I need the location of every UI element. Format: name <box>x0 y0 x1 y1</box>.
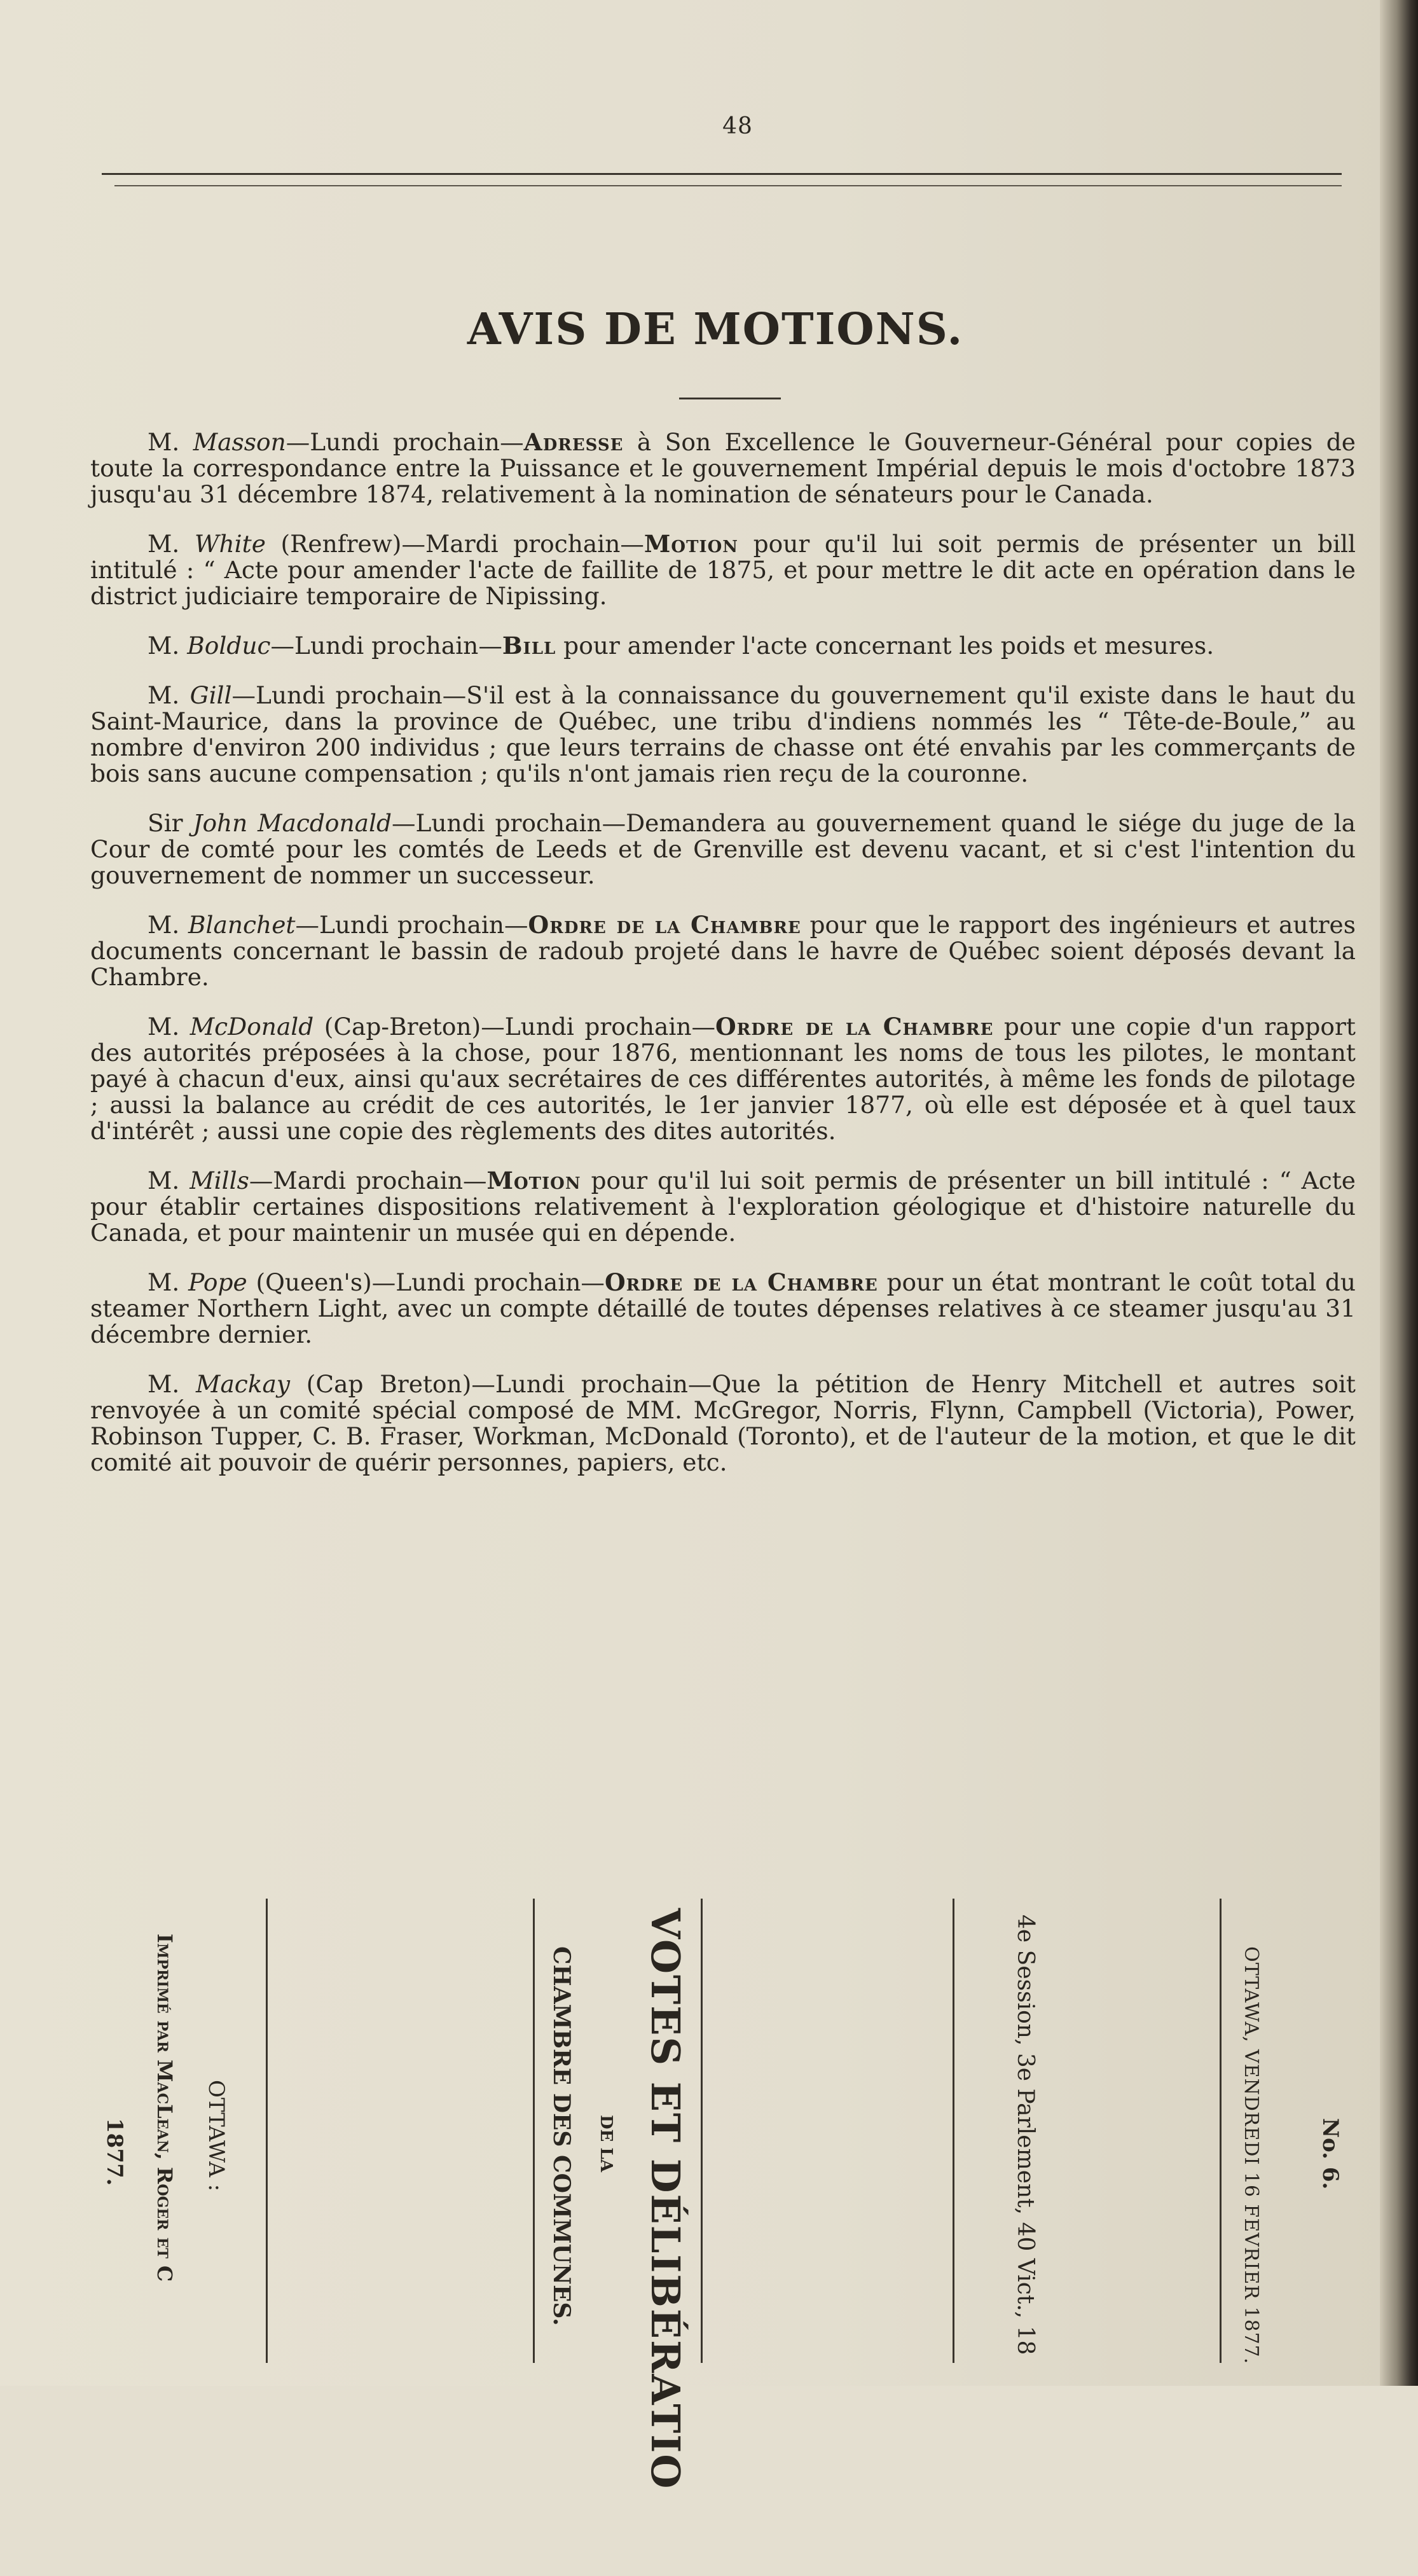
cover-city: OTTAWA : <box>203 2080 229 2192</box>
motion-member-name: McDonald <box>189 1013 314 1041</box>
book-binding-edge <box>1380 0 1418 2386</box>
motion-text: à Son Excellence le Gouverneur-Général pour copies de toute la correspondance entre la Puissance et le gouvernement Impérial depuis le mois d'octobre 1873 jusqu'au 31 décembre 1874, relativement à la nomination de sénateurs pour le Canada. <box>90 428 1356 508</box>
cover-dateline: OTTAWA, VENDREDI 16 FEVRIER 1877. <box>1240 1946 1262 2365</box>
page-number: 48 <box>722 113 753 139</box>
motion-paragraph <box>90 1014 1356 1144</box>
motion-member-name: Gill <box>189 681 232 709</box>
motion-kind: Ordre de la Chambre <box>528 911 801 939</box>
motion-paragraph <box>90 429 1356 508</box>
motion-member-name: Blanchet <box>188 911 296 939</box>
cover-year: 1877. <box>102 2118 127 2186</box>
motion-text: pour qu'il lui soit permis de présenter un bill intitulé : “ Acte pour amender l'acte de faillite de 1875, et pour mettre le dit acte en opération dans le district judiciaire temporaire de Nipissing. <box>90 530 1356 610</box>
motion-paragraph <box>90 1371 1356 1476</box>
motion-paragraph <box>90 912 1356 990</box>
motion-lead: M. <box>148 1167 190 1195</box>
motion-lead: M. <box>148 911 188 939</box>
motions-list <box>90 429 1356 1499</box>
motion-schedule: (Queen's)—Lundi prochain— <box>247 1268 605 1296</box>
motion-text: S'il est à la connaissance du gouvernement qu'il existe dans le haut du Saint-Maurice, dans la province de Québec, une tribu d'indiens nommés les “ Tête-de-Boule,” au nombre d'environ 200 individus ; que leurs terrains de chasse ont été envahis par les commerçants de bois sans aucune compensation ; qu'ils n'ont jamais rien reçu de la couronne. <box>90 681 1356 787</box>
motion-paragraph <box>90 633 1356 659</box>
motion-lead: Sir <box>148 809 193 837</box>
cover-printer: Imprimé par MacLean, Roger et C <box>153 1934 177 2282</box>
title-rule <box>679 398 781 399</box>
motion-text: pour amender l'acte concernant les poids et mesures. <box>556 632 1215 660</box>
header-rule <box>102 173 1342 175</box>
motion-schedule: (Cap-Breton)—Lundi prochain— <box>313 1013 715 1041</box>
motion-lead: M. <box>148 1013 190 1041</box>
motion-member-name: Mackay <box>196 1370 291 1398</box>
cover-rule <box>953 1899 954 2363</box>
cover-subtitle-de-la: DE LA <box>596 2115 616 2172</box>
motion-paragraph <box>90 1270 1356 1348</box>
cover-number: No. 6. <box>1318 2118 1343 2190</box>
motion-member-name: Mills <box>189 1167 249 1195</box>
motion-schedule: (Renfrew)—Mardi prochain— <box>265 530 644 558</box>
cover-session: 4e Session, 3e Parlement, 40 Vict., 18 <box>1012 1915 1038 2355</box>
motion-paragraph <box>90 810 1356 889</box>
motion-text: Demandera au gouvernement quand le siége du juge de la Cour de comté pour les comtés de Leeds et de Grenville est devenu vacant, et si c'est l'intention du gouvernement de nommer un successeur. <box>90 809 1356 889</box>
motion-kind: Bill <box>502 632 556 660</box>
header-rule-secondary <box>114 185 1342 186</box>
motion-paragraph <box>90 531 1356 609</box>
motion-lead: M. <box>148 632 188 660</box>
motion-text: pour une copie d'un rapport des autorités préposées à la chose, pour 1876, mentionnant les noms de tous les pilotes, le montant payé à chacun d'eux, ainsi qu'aux secrétaires de ces différentes autorités, à même les fonds de pilotage ; aussi la balance au crédit de ces autorités, le 1er janvier 1877, où elle est déposée et à quel taux d'intérêt ; aussi une copie des règlements des dites autorités. <box>90 1013 1356 1145</box>
motion-kind: Motion <box>486 1167 581 1195</box>
cover-rule <box>533 1899 535 2363</box>
motion-text: Que la pétition de Henry Mitchell et autres soit renvoyée à un comité spécial composé de MM. McGregor, Norris, Flynn, Campbell (Victoria), Power, Robinson Tupper, C. B. Fraser, Workman, McDonald (Toronto), et de l'auteur de la motion, et que le dit comité ait pouvoir de quérir personnes, papiers, etc. <box>90 1370 1356 1476</box>
motion-text: pour qu'il lui soit permis de présenter un bill intitulé : “ Acte pour établir certaines dispositions relativement à l'exploration géologique et d'histoire naturelle du Canada, et pour maintenir un musée qui en dépende. <box>90 1167 1356 1247</box>
motion-kind: Adresse <box>523 428 624 456</box>
motion-lead: M. <box>148 1268 189 1296</box>
motion-schedule: (Cap Breton)—Lundi prochain— <box>290 1370 712 1398</box>
motion-schedule: —Lundi prochain— <box>286 428 524 456</box>
motion-member-name: White <box>194 530 266 558</box>
motion-schedule: —Lundi prochain— <box>270 632 502 660</box>
motion-text: pour que le rapport des ingénieurs et autres documents concernant le bassin de radoub projeté dans le havre de Québec soient déposés devant la Chambre. <box>90 911 1356 991</box>
motion-kind: Motion <box>644 530 738 558</box>
motion-kind: Ordre de la Chambre <box>604 1268 878 1296</box>
motion-member-name: Masson <box>193 428 286 456</box>
cover-rule <box>1220 1899 1222 2363</box>
motion-text: pour un état montrant le coût total du steamer Northern Light, avec un compte détaillé de toutes dépenses relatives à ce steamer jusqu'au 31 décembre dernier. <box>90 1268 1356 1348</box>
motion-member-name: Bolduc <box>187 632 271 660</box>
motion-schedule: —Mardi prochain— <box>249 1167 487 1195</box>
motion-lead: M. <box>148 681 190 709</box>
cover-subtitle-chambre: CHAMBRE DES COMMUNES. <box>548 1946 575 2326</box>
motion-paragraph <box>90 1168 1356 1246</box>
motion-schedule: —Lundi prochain— <box>391 809 626 837</box>
motion-member-name: John Macdonald <box>193 809 392 837</box>
motion-lead: M. <box>148 1370 196 1398</box>
page-title: AVIS DE MOTIONS. <box>467 304 964 355</box>
cover-main-title: VOTES ET DÉLIBÉRATIO <box>642 1908 689 2490</box>
motion-member-name: Pope <box>188 1268 247 1296</box>
cover-rule <box>701 1899 703 2363</box>
cover-rule <box>266 1899 268 2363</box>
motion-lead: M. <box>148 428 193 456</box>
motion-lead: M. <box>148 530 195 558</box>
motion-paragraph <box>90 682 1356 787</box>
motion-schedule: —Lundi prochain— <box>231 681 467 709</box>
motion-kind: Ordre de la Chambre <box>715 1013 994 1041</box>
motion-schedule: —Lundi prochain— <box>295 911 528 939</box>
